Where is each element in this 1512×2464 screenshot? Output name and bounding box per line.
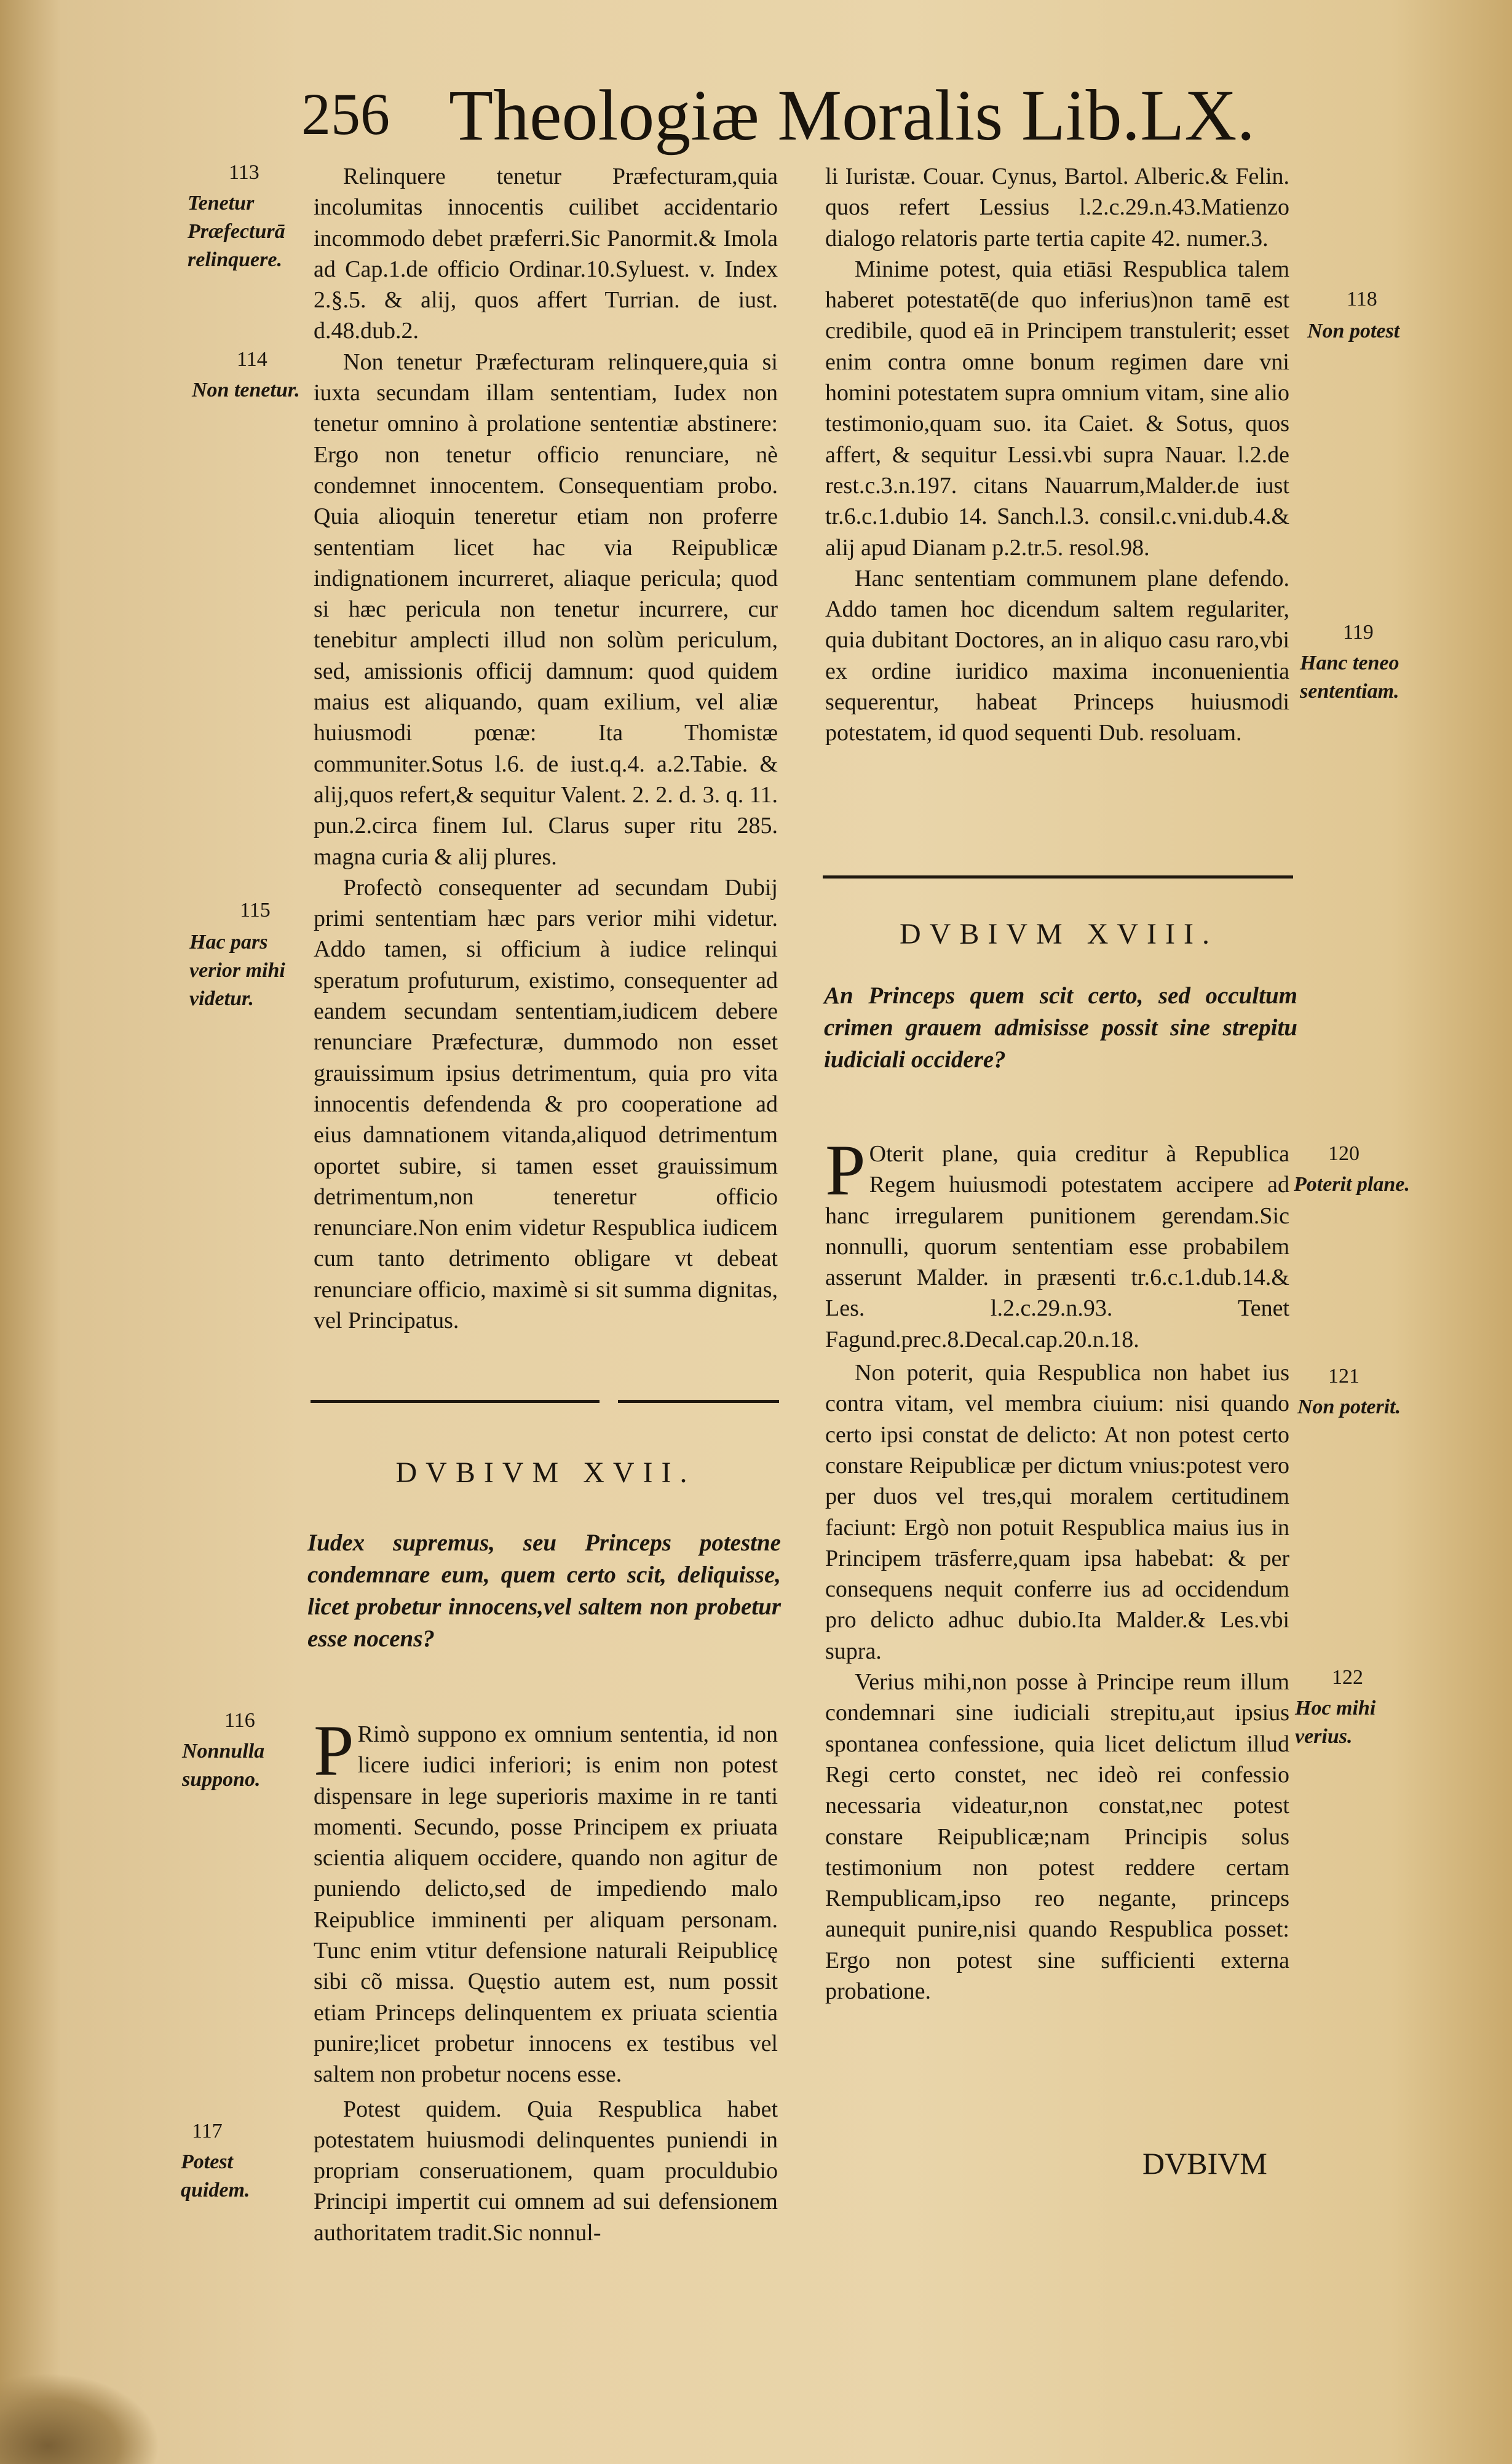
marginal-number-117: 117 [192,2120,223,2142]
catchword: DVBIVM [1142,2146,1267,2181]
marginal-note-115: Hac pars verior mihi videtur. [189,931,285,1010]
paragraph-120: P Oterit plane, quia creditur à Republica Regem huiusmodi potestatem accipere ad hanc irregularem punitionem gerendam.Sic nonnulli, quorum sententiam esse probabilem asserunt Malder. in præsenti tr.6.c.1.dub.14.& Les. l.2.c.29.n.93. Tenet Fagund.prec.8.Decal.cap.20.n.18. [825,1130,1289,1352]
left-column [314,161,778,1336]
section-divider [618,1400,779,1403]
running-title: Theologiæ Moralis Lib.LX. [449,75,1255,156]
section-divider [823,875,1293,879]
paragraph-continuation: li Iuristæ. Couar. Cynus, Bartol. Alberic.& Felin. quos refert Lessius l.2.c.29.n.43.Matienzo dialogo relatoris parte tertia capite 42. numer.3. [825,164,1289,251]
marginal-number-119: 119 [1343,621,1374,644]
paragraph-117: Potest quidem. Quia Respublica habet potestatem huiusmodi delinquentes puniendi in propriam conseruationem, quam proculdubio Principi impertit cui omnem ad sui defensionem authoritatem tradit.Sic nonnul- [314,2096,778,2246]
page-header [301,74,1255,156]
marginal-note-122: Hoc mihi verius. [1295,1697,1376,1748]
dubium-17-question: Iudex supremus, seu Princeps potestne condemnare eum, quem certo scit, deliquisse, licet probetur innocens,vel saltem non probetur esse nocens? [307,1530,781,1652]
marginal-number-115: 115 [240,899,271,922]
marginal-note-114: Non tenetur. [192,379,300,401]
marginal-note-120: Poterit plane. [1294,1173,1410,1196]
marginal-note-113: Tenetur Præfecturā relinquere. [188,192,285,271]
marginal-number-114: 114 [237,348,267,371]
paragraph-118: Minime potest, quia etiāsi Respublica talem haberet potestatē(de quo inferius)non tamē est credibile, quod eā in Principem transtulerit; esset enim contra omne bonum regimen dare vni homini potestatem supra omnium vitam, sine alio testimonio,quam suo. ita Caiet. & Sotus, quos affert, & sequitur Lessi.vbi supra Nauar. l.2.de rest.c.3.n.197. citans Nauarrum,Malder.de iust tr.6.c.1.dubio 14. Sanch.l.3. consil.c.vni.dub.4.& alij apud Dianam p.2.tr.5. resol.98. [825,256,1289,561]
marginal-number-121: 121 [1328,1365,1360,1388]
drop-cap: P [825,1130,866,1210]
page-number: 256 [301,81,390,147]
marginal-number-118: 118 [1347,288,1377,310]
section-divider [311,1400,600,1403]
marginal-note-118: Non potest [1307,320,1400,342]
dubium-18-question: An Princeps quem scit certo, sed occultum crimen grauem admisisse possit sine strepitu iudiciali occidere? [824,982,1297,1073]
dubium-18-body [825,1130,1289,2007]
drop-cap: P [314,1710,354,1791]
marginal-number-120: 120 [1328,1142,1360,1165]
marginal-number-122: 122 [1332,1666,1363,1689]
dubium-17-heading: DVBIVM XVII. [395,1456,696,1489]
page-stain [0,2373,160,2464]
paragraph-122: Verius mihi,non posse à Principe reum illum condemnari sine iudiciali strepitu,aut ipsius spontanea confessione, quia licet delictum illud Regi certo constet, nec ideò rei confessio necessaria videatur,non constat,nec potest constare Reipublicæ;nam Principis solus testimonium non potest reddere certam Rempublicam,ipso reo negante, princeps aunequit punire,nisi quando Respublica posset: Ergo non potest sine sufficienti externa probatione. [825,1669,1289,2005]
paragraph-113: Relinquere tenetur Præfecturam,quia incolumitas innocentis cuilibet accidentario incommodo debet præferri.Sic Panormit.& Imola ad Cap.1.de officio Ordinar.10.Syluest. v. Index 2.§.5. & alij, quos affert Turrian. de iust. d.48.dub.2. [314,164,778,344]
marginal-note-116: Nonnulla suppono. [182,1740,265,1791]
paragraph-114: Non tenetur Præfecturam relinquere,quia si iuxta secundam illam sententiam, Iudex non tenetur omnino à prolatione sententiæ abstinere: Ergo non tenetur officio renunciare, nè condemnet innocentem. Consequentiam probo. Quia alioquin teneretur etiam non proferre sententiam licet hac via Reipublicæ indignationem incurreret, aliaque pericula; quod si hæc pericula non tenetur incurrere, cur tenebitur amplecti illud non solùm periculum, sed, amissionis officij damnum: quod quidem maius est aliquando, quam exilium, vel aliæ huiusmodi pœnæ: Ita Thomistæ communiter.Sotus l.6. de iust.q.4. a.2.Tabie. & alij,quos refert,& sequitur Valent. 2. 2. d. 3. q. 11. pun.2.circa finem Iul. Clarus super ritu 285. magna curia & alij plures. [314,349,778,870]
paragraph-115: Profectò consequenter ad secundam Dubij primi sententiam hæc pars verior mihi videtur. Addo tamen, si officium à iudice relinqui speratum profuturum, existimo, consequenter ad eandem secundam sententiam,iudicem debere renunciare Præfecturæ, dummodo non esset grauissimum ipsius detrimentum, quia pro vita innocentis defendenda & pro cooperatione ad eius damnationem vitanda,aliquod detrimentum oportet subire, si tamen esset grauissimum detrimentum,non teneretur officio renunciare.Non enim videtur Respublica iudicem cum tanto detrimento obligare vt debeat renunciare officio, maximè si sit summa dignitas, vel Principatus. [314,874,778,1333]
marginal-note-117: Potest quidem. [181,2150,250,2201]
paragraph-121: Non poterit, quia Respublica non habet ius contra vitam, vel membra ciuium: nisi quando certo ipsi constat de delicto: At non potest certo constare Reipublicæ per dictum vnius:potest vero per duos vel tres,qui moralem certitudinem faciunt: Ergò non potuit Respublica maius ius in Principem trāsferre,quam ipsa habebat: & per consequens nequit conferre ius ad occidendum pro delicto adhuc dubio.Ita Malder.& Les.vbi supra. [825,1360,1289,1664]
marginal-note-121: Non poterit. [1297,1396,1401,1418]
dubium-17-body [314,1710,778,2248]
marginal-number-113: 113 [229,161,259,184]
right-column [825,161,1289,749]
paragraph-116: P Rimò suppono ex omnium sententia, id non licere iudici inferiori; is enim non potest dispensare in lege superioris maxime in re tanti momenti. Secundo, posse Principem ex priuata scientia aliquem occidere, quando non agitur de puniendo delicto,sed de impediendo malo Reipublice imminenti per aliquam personam. Tunc enim vtitur defensione naturali Reipublicę sibi cõ missa. Quęstio autem est, num possit etiam Princeps delinquentem ex priuata scientia punire;licet probetur innocens ex testibus vel saltem non probetur nocens esse. [314,1710,778,2088]
paragraph-119: Hanc sententiam communem plane defendo. Addo tamen hoc dicendum saltem regulariter, quia dubitant Doctores, an in aliquo casu raro,vbi ex ordine iuridico maxima inconuenientia sequerentur, habeat Princeps huiusmodi potestatem, id quod sequenti Dub. resoluam. [825,565,1289,746]
marginal-note-119: Hanc teneo sententiam. [1300,652,1399,703]
dubium-18-heading: DVBIVM XVIII. [900,918,1218,950]
marginal-number-116: 116 [224,1709,255,1732]
